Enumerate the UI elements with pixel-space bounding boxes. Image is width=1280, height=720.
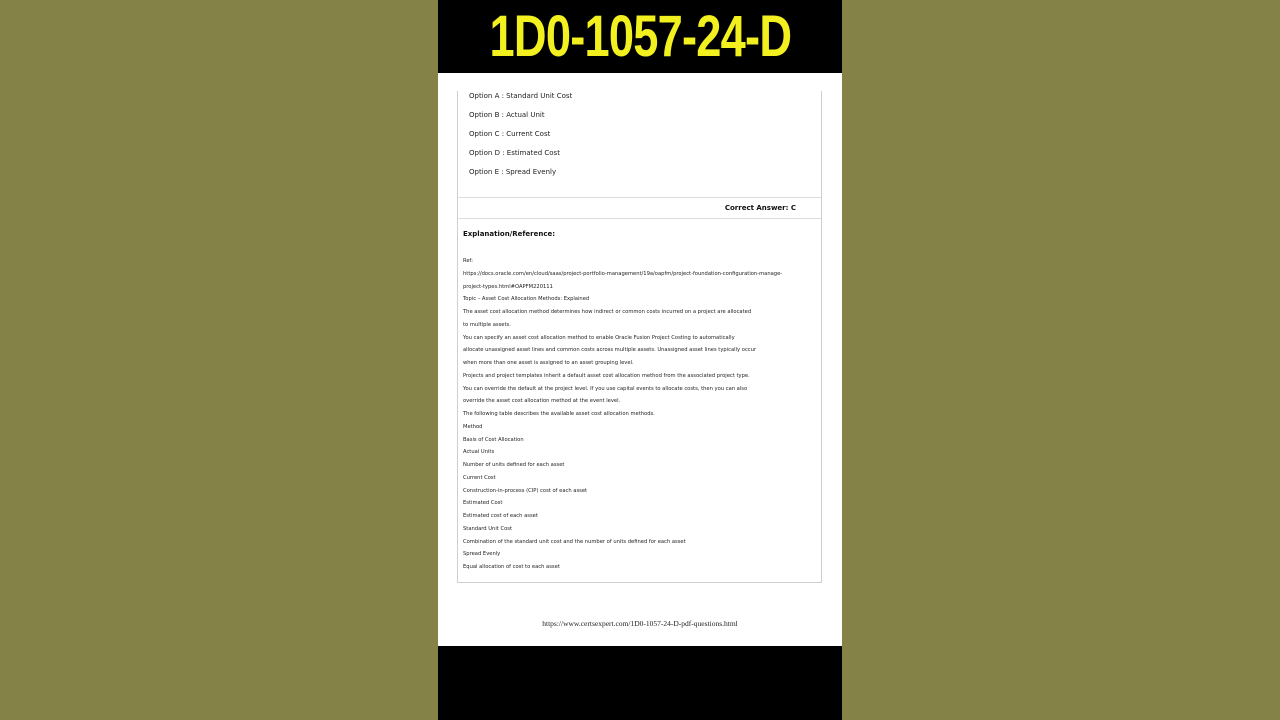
answer-row	[458, 197, 821, 219]
explanation-body	[463, 255, 818, 574]
explanation-line: Estimated cost of each asset	[463, 513, 538, 519]
bottom-bar	[438, 646, 842, 720]
question-card	[457, 91, 822, 583]
document-page	[438, 73, 842, 646]
explanation-line: Number of units defined for each asset	[463, 462, 565, 468]
explanation-line: Ref:	[463, 258, 473, 264]
explanation-line: https://docs.oracle.com/en/cloud/saas/project-portfolio-management/19a/oapfm/project-foundation-configuration-manage-	[463, 270, 783, 277]
video-panel	[438, 0, 842, 720]
option-c: Option C : Current Cost	[469, 130, 551, 138]
explanation-line: project-types.html#OAPFM220111	[463, 283, 553, 290]
explanation-line: You can specify an asset cost allocation method to enable Oracle Fusion Project Costing to automatically	[463, 334, 735, 341]
option-b: Option B : Actual Unit	[469, 111, 545, 119]
explanation-line: Combination of the standard unit cost and the number of units defined for each asset	[463, 538, 686, 545]
explanation-line: You can override the default at the project level. If you use capital events to allocate costs, then you can also	[463, 385, 748, 392]
explanation-line: Projects and project templates inherit a default asset cost allocation method from the associated project type.	[463, 372, 750, 379]
title-banner	[438, 0, 842, 73]
explanation-line: to multiple assets.	[463, 321, 511, 328]
footer-url: https://www.certsexpert.com/1D0-1057-24-D-pdf-questions.html	[542, 619, 738, 628]
explanation-line: override the asset cost allocation method at the event level.	[463, 398, 621, 405]
option-a: Option A : Standard Unit Cost	[469, 92, 573, 100]
explanation-line: Estimated Cost	[463, 500, 503, 507]
explanation-line: Actual Units	[463, 449, 495, 456]
explanation-line: The following table describes the available asset cost allocation methods.	[463, 411, 655, 417]
explanation-line: allocate unassigned asset lines and common costs across multiple assets. Unassigned asset lines typically occur	[463, 347, 757, 354]
correct-answer: Correct Answer: C	[724, 204, 796, 212]
explanation-line: Current Cost	[463, 474, 496, 481]
explanation-line: Topic – Asset Cost Allocation Methods: Explained	[463, 296, 590, 303]
explanation-line: Basis of Cost Allocation	[463, 436, 524, 443]
explanation-line: Spread Evenly	[463, 551, 501, 558]
explanation-line: The asset cost allocation method determines how indirect or common costs incurred on a project are allocated	[463, 309, 752, 315]
explanation-line: when more than one asset is assigned to an asset grouping level.	[463, 360, 634, 366]
explanation-line: Standard Unit Cost	[463, 525, 512, 532]
explanation-line: Method	[463, 423, 483, 430]
explanation-line: Equal allocation of cost to each asset	[463, 564, 560, 570]
explanation-line: Construction-in-process (CIP) cost of each asset	[463, 487, 588, 494]
option-e: Option E : Spread Evenly	[469, 168, 557, 176]
exam-code-title: 1D0-1057-24-D	[489, 4, 791, 69]
option-d: Option D : Estimated Cost	[469, 149, 560, 157]
explanation-heading: Explanation/Reference:	[463, 230, 556, 238]
